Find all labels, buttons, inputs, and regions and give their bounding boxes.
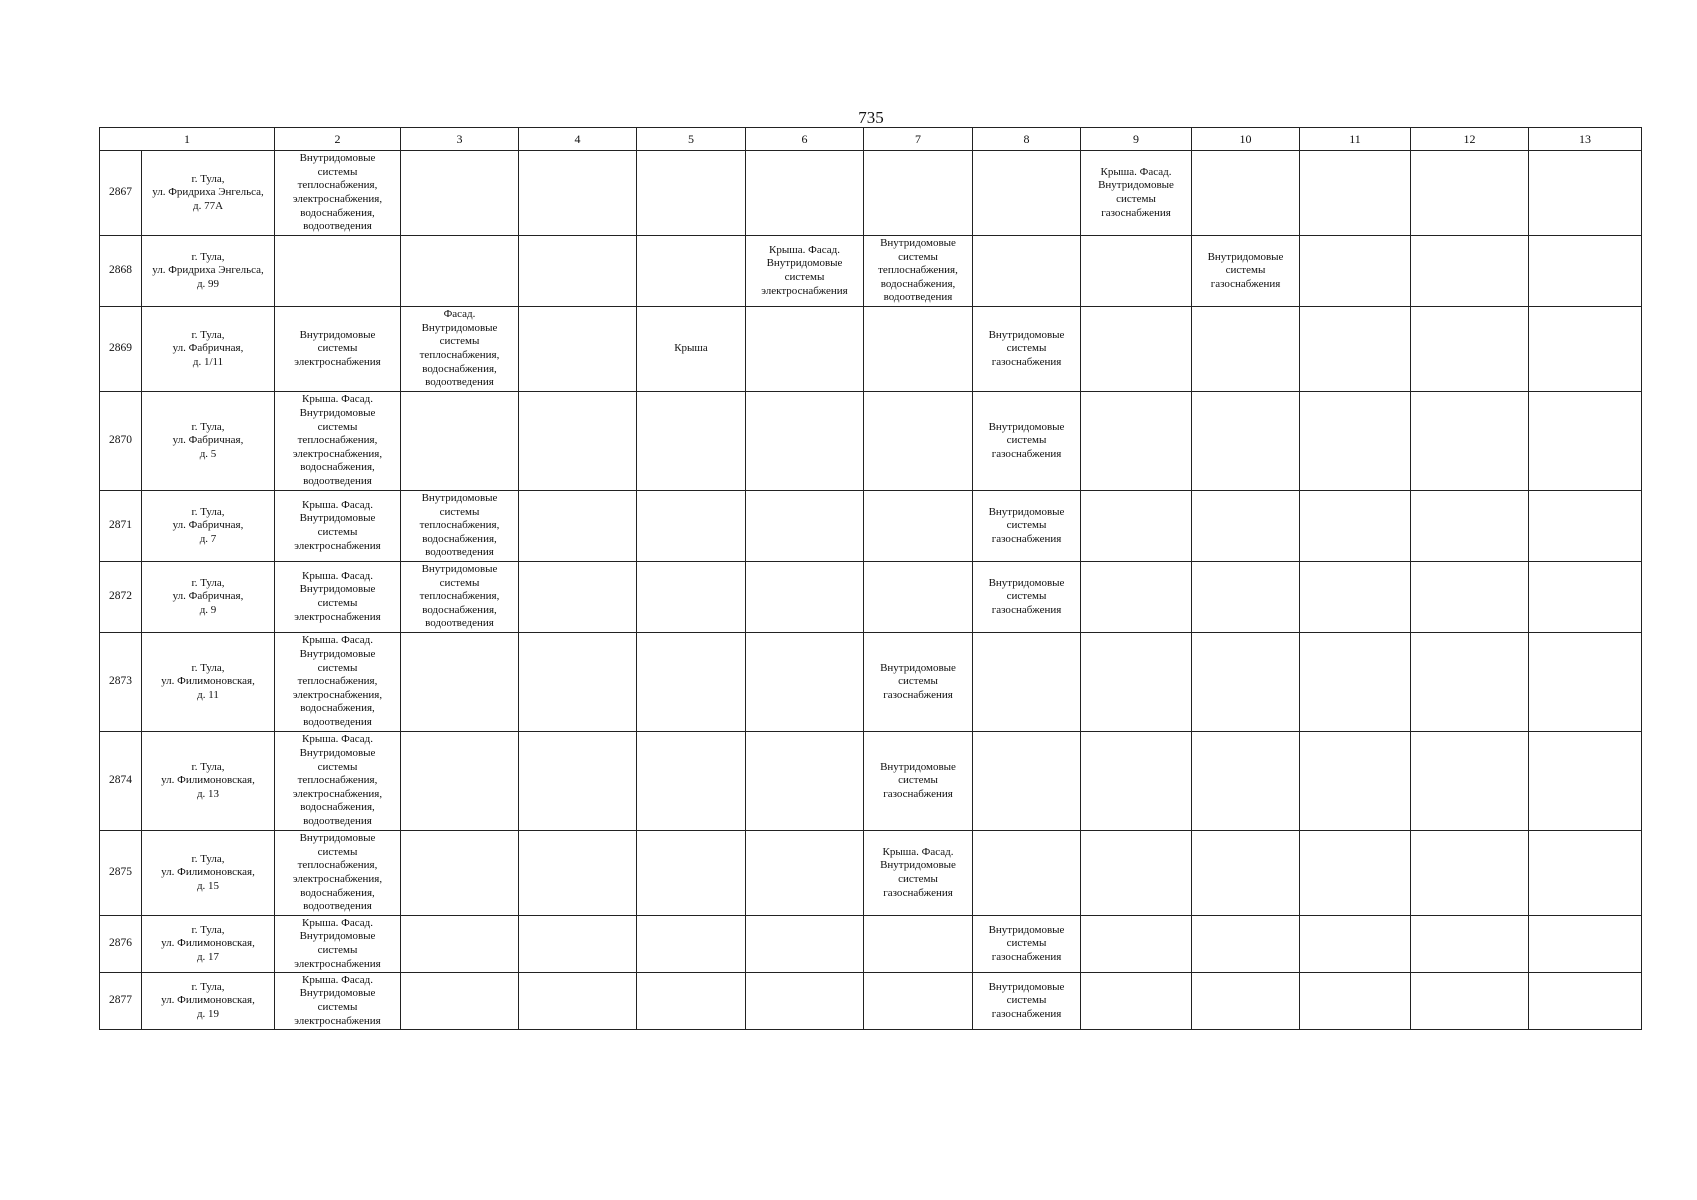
page-number: 735 (858, 108, 884, 127)
work-cell-col-3 (401, 633, 519, 732)
column-header-3: 3 (401, 128, 519, 151)
work-cell-col-12 (1411, 491, 1529, 562)
column-header-8: 8 (973, 128, 1081, 151)
work-cell-col-12 (1411, 973, 1529, 1030)
work-cell-col-12 (1411, 307, 1529, 392)
work-cell-col-13 (1529, 973, 1642, 1030)
work-cell-col-13 (1529, 562, 1642, 633)
table-row (100, 973, 1642, 1030)
work-cell-col-5 (637, 392, 746, 491)
address-cell: г. Тула, ул. Филимоновская, д. 17 (142, 916, 275, 973)
work-cell-col-9 (1081, 973, 1192, 1030)
work-cell-col-7: Крыша. Фасад. Внутридомовые системы газоснабжения (864, 831, 973, 916)
work-cell-col-2: Крыша. Фасад. Внутридомовые системы теплоснабжения, электроснабжения, водоснабжения, водоотведения (275, 633, 401, 732)
work-cell-col-11 (1300, 307, 1411, 392)
work-cell-col-2: Крыша. Фасад. Внутридомовые системы электроснабжения (275, 491, 401, 562)
column-header-1: 1 (100, 128, 275, 151)
row-number: 2870 (100, 392, 142, 491)
table-row (100, 307, 1642, 392)
work-cell-col-12 (1411, 392, 1529, 491)
work-cell-col-8 (973, 831, 1081, 916)
work-cell-col-11 (1300, 973, 1411, 1030)
work-cell-col-6 (746, 633, 864, 732)
work-cell-col-13 (1529, 236, 1642, 307)
table-row (100, 916, 1642, 973)
work-cell-col-10 (1192, 916, 1300, 973)
work-cell-col-4 (519, 236, 637, 307)
row-number: 2868 (100, 236, 142, 307)
work-cell-col-3 (401, 831, 519, 916)
table-row (100, 562, 1642, 633)
work-cell-col-6: Крыша. Фасад. Внутридомовые системы электроснабжения (746, 236, 864, 307)
column-header-7: 7 (864, 128, 973, 151)
work-cell-col-10: Внутридомовые системы газоснабжения (1192, 236, 1300, 307)
work-cell-col-6 (746, 973, 864, 1030)
work-cell-col-7 (864, 973, 973, 1030)
work-cell-col-4 (519, 151, 637, 236)
work-cell-col-9 (1081, 916, 1192, 973)
column-header-4: 4 (519, 128, 637, 151)
work-cell-col-7: Внутридомовые системы газоснабжения (864, 732, 973, 831)
work-cell-col-9 (1081, 392, 1192, 491)
row-number: 2867 (100, 151, 142, 236)
work-cell-col-12 (1411, 916, 1529, 973)
capital-repair-table (99, 127, 1642, 1030)
work-cell-col-13 (1529, 831, 1642, 916)
address-cell: г. Тула, ул. Филимоновская, д. 15 (142, 831, 275, 916)
work-cell-col-6 (746, 151, 864, 236)
work-cell-col-5 (637, 633, 746, 732)
address-cell: г. Тула, ул. Филимоновская, д. 13 (142, 732, 275, 831)
work-cell-col-6 (746, 392, 864, 491)
work-cell-col-5: Крыша (637, 307, 746, 392)
column-header-9: 9 (1081, 128, 1192, 151)
work-cell-col-13 (1529, 916, 1642, 973)
work-cell-col-10 (1192, 831, 1300, 916)
work-cell-col-6 (746, 491, 864, 562)
work-cell-col-3 (401, 392, 519, 491)
table-body (100, 128, 1642, 1030)
work-cell-col-11 (1300, 916, 1411, 973)
work-cell-col-9: Крыша. Фасад. Внутридомовые системы газоснабжения (1081, 151, 1192, 236)
work-cell-col-10 (1192, 732, 1300, 831)
work-cell-col-12 (1411, 831, 1529, 916)
row-number: 2871 (100, 491, 142, 562)
work-cell-col-3: Внутридомовые системы теплоснабжения, водоснабжения, водоотведения (401, 491, 519, 562)
address-cell: г. Тула, ул. Филимоновская, д. 19 (142, 973, 275, 1030)
work-cell-col-7 (864, 307, 973, 392)
work-cell-col-5 (637, 973, 746, 1030)
work-cell-col-8 (973, 151, 1081, 236)
work-cell-col-2: Крыша. Фасад. Внутридомовые системы электроснабжения (275, 916, 401, 973)
work-cell-col-10 (1192, 973, 1300, 1030)
table-row (100, 491, 1642, 562)
work-cell-col-11 (1300, 732, 1411, 831)
work-cell-col-6 (746, 307, 864, 392)
work-cell-col-10 (1192, 491, 1300, 562)
work-cell-col-6 (746, 916, 864, 973)
work-cell-col-13 (1529, 392, 1642, 491)
address-cell: г. Тула, ул. Фабричная, д. 9 (142, 562, 275, 633)
work-cell-col-12 (1411, 151, 1529, 236)
row-number: 2874 (100, 732, 142, 831)
work-cell-col-12 (1411, 236, 1529, 307)
work-cell-col-12 (1411, 732, 1529, 831)
work-cell-col-4 (519, 392, 637, 491)
work-cell-col-8 (973, 236, 1081, 307)
work-cell-col-10 (1192, 562, 1300, 633)
work-cell-col-5 (637, 831, 746, 916)
work-cell-col-11 (1300, 633, 1411, 732)
table-row (100, 392, 1642, 491)
work-cell-col-9 (1081, 307, 1192, 392)
address-cell: г. Тула, ул. Фабричная, д. 7 (142, 491, 275, 562)
work-cell-col-12 (1411, 562, 1529, 633)
work-cell-col-7 (864, 916, 973, 973)
work-cell-col-7: Внутридомовые системы газоснабжения (864, 633, 973, 732)
work-cell-col-11 (1300, 831, 1411, 916)
work-cell-col-9 (1081, 562, 1192, 633)
work-cell-col-2: Внутридомовые системы теплоснабжения, электроснабжения, водоснабжения, водоотведения (275, 831, 401, 916)
row-number: 2875 (100, 831, 142, 916)
column-header-6: 6 (746, 128, 864, 151)
work-cell-col-11 (1300, 151, 1411, 236)
work-cell-col-10 (1192, 633, 1300, 732)
work-cell-col-7: Внутридомовые системы теплоснабжения, водоснабжения, водоотведения (864, 236, 973, 307)
work-cell-col-8: Внутридомовые системы газоснабжения (973, 491, 1081, 562)
row-number: 2877 (100, 973, 142, 1030)
work-cell-col-10 (1192, 392, 1300, 491)
address-cell: г. Тула, ул. Фабричная, д. 1/11 (142, 307, 275, 392)
work-cell-col-5 (637, 151, 746, 236)
work-cell-col-13 (1529, 151, 1642, 236)
work-cell-col-8 (973, 633, 1081, 732)
work-cell-col-2: Крыша. Фасад. Внутридомовые системы электроснабжения (275, 562, 401, 633)
work-cell-col-2 (275, 236, 401, 307)
work-cell-col-11 (1300, 491, 1411, 562)
table-row (100, 151, 1642, 236)
work-cell-col-10 (1192, 307, 1300, 392)
column-header-row (100, 128, 1642, 151)
work-cell-col-13 (1529, 633, 1642, 732)
column-header-12: 12 (1411, 128, 1529, 151)
work-cell-col-5 (637, 732, 746, 831)
work-cell-col-2: Внутридомовые системы электроснабжения (275, 307, 401, 392)
work-cell-col-8: Внутридомовые системы газоснабжения (973, 307, 1081, 392)
work-cell-col-11 (1300, 562, 1411, 633)
work-cell-col-11 (1300, 236, 1411, 307)
row-number: 2872 (100, 562, 142, 633)
work-cell-col-8: Внутридомовые системы газоснабжения (973, 392, 1081, 491)
work-cell-col-4 (519, 916, 637, 973)
work-cell-col-9 (1081, 236, 1192, 307)
work-cell-col-11 (1300, 392, 1411, 491)
work-cell-col-3 (401, 732, 519, 831)
work-cell-col-3 (401, 236, 519, 307)
work-cell-col-13 (1529, 732, 1642, 831)
work-cell-col-2: Крыша. Фасад. Внутридомовые системы теплоснабжения, электроснабжения, водоснабжения, водоотведения (275, 392, 401, 491)
work-cell-col-5 (637, 562, 746, 633)
work-cell-col-4 (519, 732, 637, 831)
table-row (100, 236, 1642, 307)
work-cell-col-7 (864, 392, 973, 491)
work-cell-col-4 (519, 562, 637, 633)
column-header-5: 5 (637, 128, 746, 151)
work-cell-col-5 (637, 916, 746, 973)
work-cell-col-3: Фасад. Внутридомовые системы теплоснабжения, водоснабжения, водоотведения (401, 307, 519, 392)
work-cell-col-4 (519, 831, 637, 916)
work-cell-col-8: Внутридомовые системы газоснабжения (973, 562, 1081, 633)
column-header-2: 2 (275, 128, 401, 151)
work-cell-col-5 (637, 236, 746, 307)
work-cell-col-6 (746, 831, 864, 916)
work-cell-col-3 (401, 916, 519, 973)
column-header-13: 13 (1529, 128, 1642, 151)
address-cell: г. Тула, ул. Филимоновская, д. 11 (142, 633, 275, 732)
address-cell: г. Тула, ул. Фридриха Энгельса, д. 77А (142, 151, 275, 236)
work-cell-col-7 (864, 491, 973, 562)
work-cell-col-9 (1081, 491, 1192, 562)
table-row (100, 732, 1642, 831)
work-cell-col-3 (401, 973, 519, 1030)
work-cell-col-6 (746, 732, 864, 831)
work-cell-col-2: Крыша. Фасад. Внутридомовые системы электроснабжения (275, 973, 401, 1030)
work-cell-col-3: Внутридомовые системы теплоснабжения, водоснабжения, водоотведения (401, 562, 519, 633)
column-header-11: 11 (1300, 128, 1411, 151)
work-cell-col-7 (864, 151, 973, 236)
work-cell-col-4 (519, 307, 637, 392)
work-cell-col-4 (519, 633, 637, 732)
address-cell: г. Тула, ул. Фридриха Энгельса, д. 99 (142, 236, 275, 307)
work-cell-col-3 (401, 151, 519, 236)
work-cell-col-8 (973, 732, 1081, 831)
work-cell-col-8: Внутридомовые системы газоснабжения (973, 916, 1081, 973)
work-cell-col-2: Внутридомовые системы теплоснабжения, электроснабжения, водоснабжения, водоотведения (275, 151, 401, 236)
work-cell-col-9 (1081, 732, 1192, 831)
work-cell-col-4 (519, 973, 637, 1030)
column-header-10: 10 (1192, 128, 1300, 151)
work-cell-col-5 (637, 491, 746, 562)
address-cell: г. Тула, ул. Фабричная, д. 5 (142, 392, 275, 491)
work-cell-col-13 (1529, 307, 1642, 392)
table-row (100, 831, 1642, 916)
work-cell-col-6 (746, 562, 864, 633)
work-cell-col-9 (1081, 633, 1192, 732)
work-cell-col-8: Внутридомовые системы газоснабжения (973, 973, 1081, 1030)
work-cell-col-7 (864, 562, 973, 633)
row-number: 2869 (100, 307, 142, 392)
work-cell-col-13 (1529, 491, 1642, 562)
work-cell-col-9 (1081, 831, 1192, 916)
work-cell-col-12 (1411, 633, 1529, 732)
row-number: 2876 (100, 916, 142, 973)
work-cell-col-4 (519, 491, 637, 562)
row-number: 2873 (100, 633, 142, 732)
work-cell-col-2: Крыша. Фасад. Внутридомовые системы теплоснабжения, электроснабжения, водоснабжения, водоотведения (275, 732, 401, 831)
table-row (100, 633, 1642, 732)
work-cell-col-10 (1192, 151, 1300, 236)
